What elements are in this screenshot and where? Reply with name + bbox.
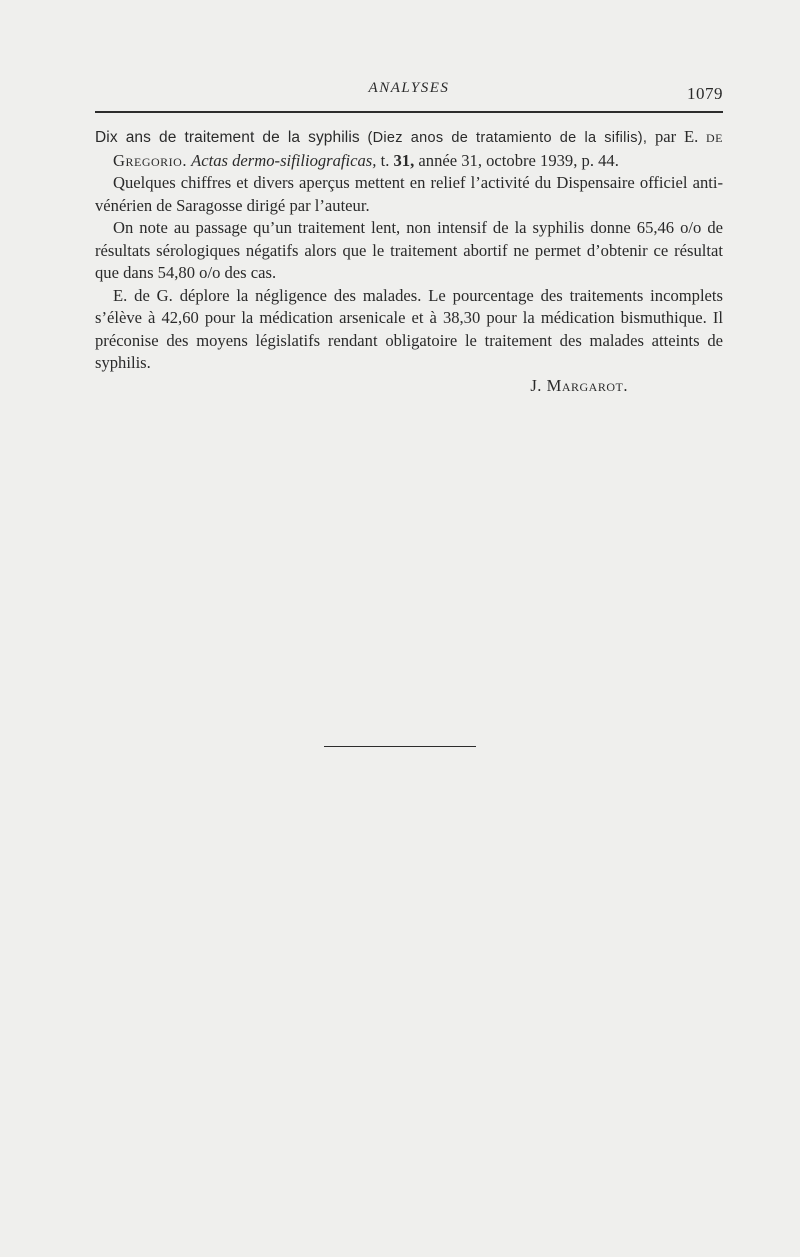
article-original-title: (Diez anos de tratamiento de la sifilis), <box>367 130 648 146</box>
publication-details: année 31, octobre 1939, p. 44. <box>418 150 619 170</box>
author-particle: de <box>706 127 723 146</box>
page-number: 1079 <box>687 84 723 103</box>
journal-name: Actas dermo-sifiliograficas, <box>191 150 377 170</box>
signature: J. Margarot. <box>530 375 628 395</box>
article-citation <box>95 126 723 172</box>
article <box>95 126 723 397</box>
end-rule <box>324 746 476 747</box>
article-title: Dix ans de traitement de la syphilis <box>95 129 360 146</box>
author-name: Gregorio. <box>113 150 187 170</box>
volume-prefix: t. <box>380 150 390 170</box>
paragraph-3: E. de G. déplore la négligence des malades. Le pourcentage des traitements incomplets s’élève à 42,60 pour la médication arsenicale et à 38,30 pour la médication bismuthique. Il préconise des moyens législatifs rendant obligatoire le traitement des malades atteints de syphilis. <box>95 285 723 372</box>
running-head-title: ANALYSES <box>368 80 450 96</box>
header-rule <box>95 111 723 113</box>
article-by: par E. <box>655 127 699 146</box>
paragraph-1: Quelques chiffres et divers aperçus mettent en relief l’activité du Dispensaire officiel anti-vénérien de Saragosse dirigé par l’auteur. <box>95 173 723 215</box>
volume-number: 31, <box>393 150 415 170</box>
paragraph-2: On note au passage qu’un traitement lent, non intensif de la syphilis donne 65,46 o/o de résultats sérologiques négatifs alors que le traitement abortif ne permet d’obtenir ce résultat que dans 54,80 o/o des cas. <box>95 218 723 282</box>
running-head <box>95 80 723 104</box>
